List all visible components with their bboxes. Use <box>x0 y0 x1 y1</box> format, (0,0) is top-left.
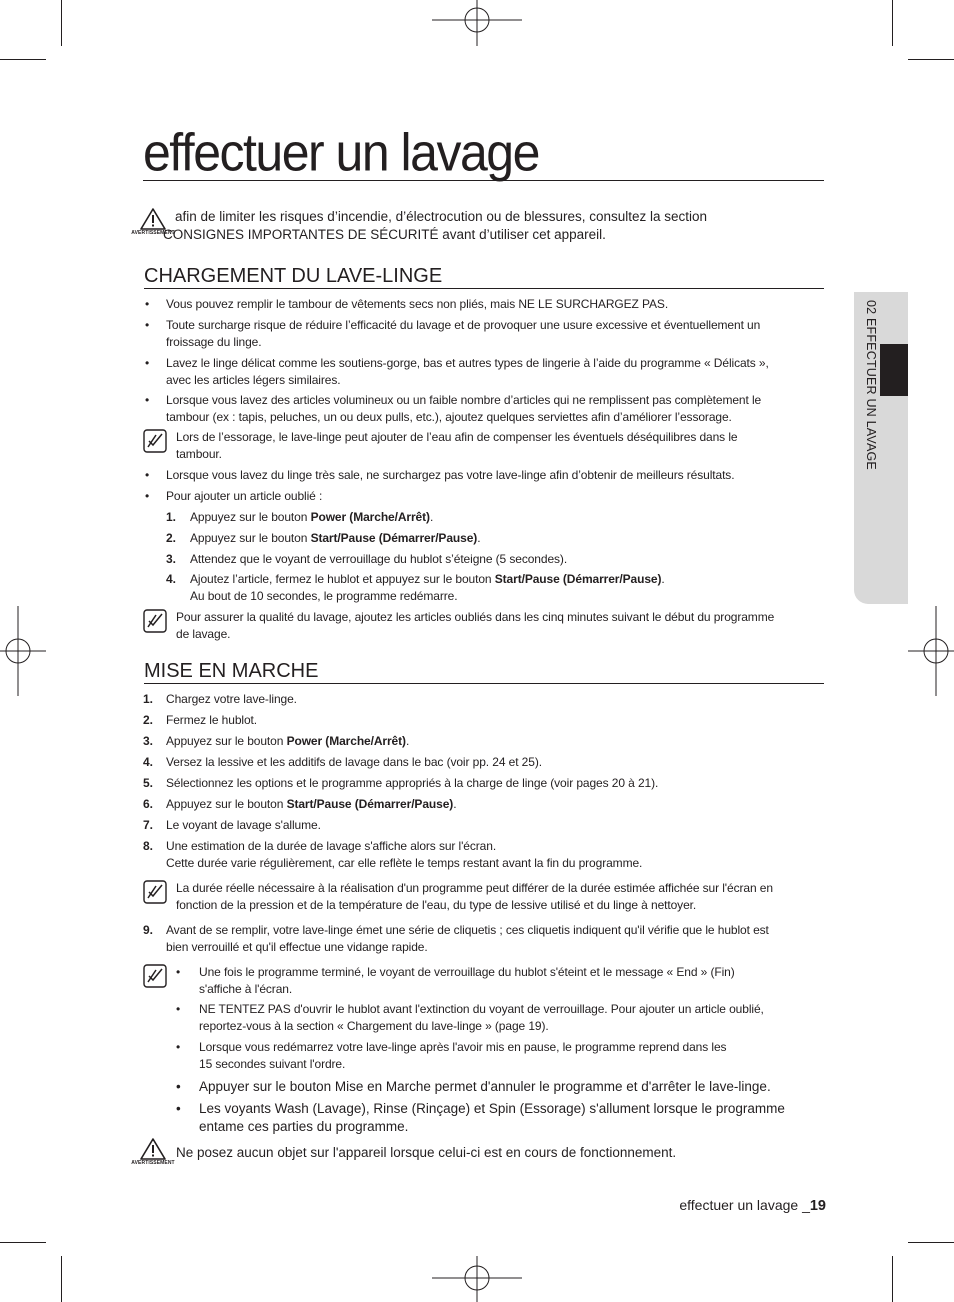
step-number: 2. <box>166 531 177 545</box>
crop-mark <box>0 1242 46 1243</box>
crop-mark <box>892 0 893 46</box>
section-heading: MISE EN MARCHE <box>144 660 824 684</box>
step-text: Versez la lessive et les additifs de lavage dans le bac (voir pp. 24 et 25). <box>166 755 542 769</box>
bullet-icon: • <box>145 297 150 311</box>
step-text: Avant de se remplir, votre lave-linge émet une série de cliquetis ; ces cliquetis indiquent qu'il vérifie que le hublot est bien verrouillé et qu'il effectue une vidange rapide. <box>166 923 769 954</box>
note-icon <box>143 964 167 988</box>
section-heading: CHARGEMENT DU LAVE-LINGE <box>144 265 824 289</box>
bullet-icon: • <box>176 1002 181 1016</box>
page-footer: effectuer un lavage _19 <box>679 1197 826 1214</box>
list-item: Lorsque vous lavez du linge très sale, ne surchargez pas votre lave-linge afin d’obtenir de meilleurs résultats. <box>166 468 735 482</box>
warning-label: AVERTISSEMENT <box>131 230 175 236</box>
step-text: Appuyez sur le bouton Start/Pause (Démarrer/Pause). <box>166 797 457 811</box>
step-number: 5. <box>143 776 154 790</box>
step-text: Appuyez sur le bouton Start/Pause (Démarrer/Pause). <box>190 531 481 545</box>
bullet-icon: • <box>145 356 150 370</box>
step-number: 2. <box>143 713 154 727</box>
registration-mark-icon <box>432 1256 522 1302</box>
warning-text: afin de limiter les risques d’incendie, d’électrocution ou de blessures, consultez la section CONSIGNES IMPORTANTES DE SÉCURITÉ avant d’utiliser cet appareil. <box>163 209 708 242</box>
step-number: 6. <box>143 797 154 811</box>
step-text: Appuyez sur le bouton Power (Marche/Arrêt). <box>190 510 434 524</box>
crop-mark <box>61 0 62 46</box>
note-icon <box>143 429 167 453</box>
bullet-icon: • <box>145 393 150 407</box>
step-text: Attendez que le voyant de verrouillage du hublot s’éteigne (5 secondes). <box>190 552 568 566</box>
crop-mark <box>908 59 954 60</box>
step-number: 3. <box>143 734 154 748</box>
bullet-icon: • <box>176 1079 181 1094</box>
warning-triangle-icon <box>140 1138 166 1160</box>
bullet-icon: • <box>176 965 181 979</box>
registration-mark-icon <box>0 606 46 696</box>
crop-mark <box>892 1256 893 1302</box>
page-number: 19 <box>809 1198 826 1214</box>
list-item: Appuyer sur le bouton Mise en Marche permet d'annuler le programme et d'arrêter le lave-linge. <box>199 1079 771 1094</box>
registration-mark-icon <box>908 606 954 696</box>
step-text: Appuyez sur le bouton Power (Marche/Arrêt). <box>166 734 410 748</box>
crop-mark <box>908 1242 954 1243</box>
step-number: 1. <box>166 510 177 524</box>
list-item: Lavez le linge délicat comme les soutiens-gorge, bas et autres types de lingerie à l’aide du programme « Délicats », avec les articles légers similaires. <box>166 356 769 387</box>
crop-mark <box>0 59 46 60</box>
step-number: 4. <box>143 755 154 769</box>
step-text: Ajoutez l’article, fermez le hublot et appuyez sur le bouton Start/Pause (Démarrer/Pause). Au bout de 10 secondes, le programme redémarre. <box>190 572 665 603</box>
step-text: Sélectionnez les options et le programme appropriés à la charge de linge (voir pages 20 à 21). <box>166 776 659 790</box>
note-icon <box>143 880 167 904</box>
note-icon <box>143 609 167 633</box>
warning-text: Ne posez aucun objet sur l'appareil lorsque celui-ci est en cours de fonctionnement. <box>176 1145 677 1160</box>
side-tab-marker <box>880 344 908 396</box>
bullet-icon: • <box>176 1101 181 1116</box>
page-title: effectuer un lavage <box>143 128 824 181</box>
note-text: Lors de l’essorage, le lave-linge peut ajouter de l’eau afin de compenser les éventuels déséquilibres dans le tambour. <box>176 430 738 461</box>
crop-mark <box>61 1256 62 1302</box>
bullet-icon: • <box>145 318 150 332</box>
list-item: Toute surcharge risque de réduire l’efficacité du lavage et de provoquer une usure excessive et éventuellement un froissage du linge. <box>166 318 761 349</box>
list-item: Vous pouvez remplir le tambour de vêtements secs non pliés, mais NE LE SURCHARGEZ PAS. <box>166 297 669 311</box>
list-item: Lorsque vous lavez des articles volumineux ou un faible nombre d’articles qui ne remplissent pas complètement le tambour (ex : tapis, peluches, un ou deux pulls, etc.), ajoutez quelques serviettes afin d’améliorer l’essorage. <box>166 393 762 424</box>
registration-mark-icon <box>432 0 522 46</box>
bullet-icon: • <box>145 468 150 482</box>
step-text: Une estimation de la durée de lavage s'affiche alors sur l'écran. Cette durée varie régulièrement, car elle reflète le temps restant avant la fin du programme. <box>166 839 643 870</box>
step-text: Chargez votre lave-linge. <box>166 692 297 706</box>
step-number: 4. <box>166 572 177 586</box>
list-item: NE TENTEZ PAS d'ouvrir le hublot avant l'extinction du voyant de verrouillage. Pour ajouter un article oublié, reportez-vous à la section « Chargement du lave-linge » (page 19). <box>199 1002 764 1033</box>
step-number: 3. <box>166 552 177 566</box>
list-item: Les voyants Wash (Lavage), Rinse (Rinçage) et Spin (Essorage) s'allument lorsque le programme entame ces parties du programme. <box>199 1101 785 1134</box>
warning-label: AVERTISSEMENT <box>131 1160 175 1166</box>
step-number: 1. <box>143 692 154 706</box>
bullet-icon: • <box>145 489 150 503</box>
warning-block-bottom <box>131 1138 175 1166</box>
step-text: Le voyant de lavage s'allume. <box>166 818 321 832</box>
list-item: Une fois le programme terminé, le voyant de verrouillage du hublot s'éteint et le message « End » (Fin) s'affiche à l'écran. <box>199 965 735 996</box>
step-text: Fermez le hublot. <box>166 713 258 727</box>
list-item: Pour ajouter un article oublié : <box>166 489 323 503</box>
step-number: 7. <box>143 818 154 832</box>
side-tab-label: 02 EFFECTUER UN LAVAGE <box>864 300 878 470</box>
step-number: 8. <box>143 839 154 853</box>
note-text: Pour assurer la qualité du lavage, ajoutez les articles oubliés dans les cinq minutes suivant le début du programme de lavage. <box>176 610 775 641</box>
list-item: Lorsque vous redémarrez votre lave-linge après l'avoir mis en pause, le programme reprend dans les 15 secondes suivant l'ordre. <box>199 1040 727 1071</box>
step-number: 9. <box>143 923 154 937</box>
bullet-icon: • <box>176 1040 181 1054</box>
note-text: La durée réelle nécessaire à la réalisation d'un programme peut différer de la durée estimée affichée sur l'écran en fonction de la pression et de la température de l'eau, du type de lessive utilisé et du linge à nettoyer. <box>176 881 773 912</box>
